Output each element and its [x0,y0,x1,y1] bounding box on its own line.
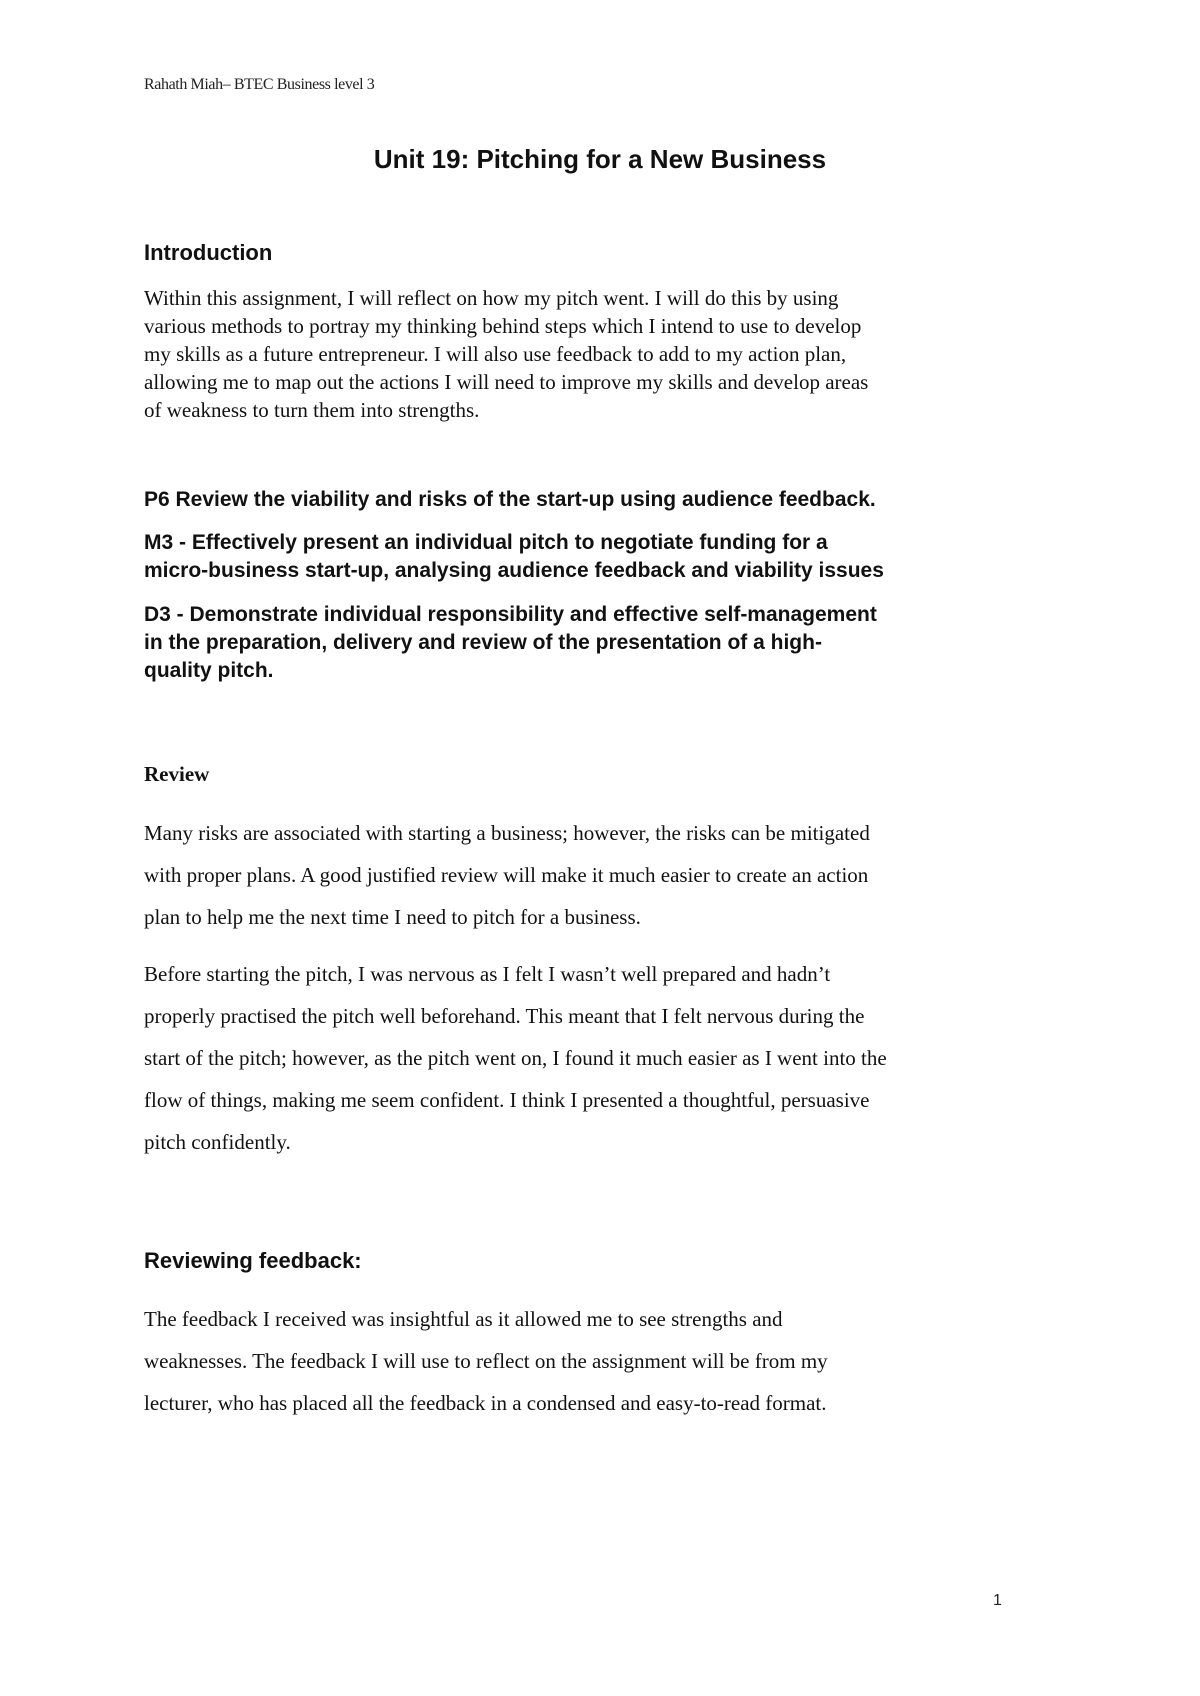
text-line: quality pitch. [144,659,274,682]
review-paragraph-2 [144,953,1044,1163]
document-title: Unit 19: Pitching for a New Business [373,144,827,174]
text-line: start of the pitch; however, as the pitch went on, I found it much easier as I went into the [144,1046,887,1070]
reviewing-feedback-paragraph [144,1298,1044,1424]
text-line: allowing me to map out the actions I will need to improve my skills and develop areas [144,370,869,394]
text-line: D3 - Demonstrate individual responsibility and effective self-management [144,603,877,626]
review-heading: Review [144,762,210,786]
text-line: M3 - Effectively present an individual pitch to negotiate funding for a [144,531,828,554]
page-number: 1 [993,1592,1002,1609]
criterion-p6 [144,486,1024,514]
text-line: P6 Review the viability and risks of the start-up using audience feedback. [144,488,876,511]
text-line: of weakness to turn them into strengths. [144,398,480,422]
text-line: The feedback I received was insightful as it allowed me to see strengths and [144,1307,783,1331]
introduction-paragraph [144,284,1044,424]
reviewing-feedback-heading: Reviewing feedback: [144,1248,362,1273]
text-line: lecturer, who has placed all the feedback in a condensed and easy-to-read format. [144,1391,827,1415]
text-line: in the preparation, delivery and review of the presentation of a high- [144,631,822,654]
text-line: flow of things, making me seem confident. I think I presented a thoughtful, persuasive [144,1088,870,1112]
text-line: plan to help me the next time I need to pitch for a business. [144,905,641,929]
text-line: Many risks are associated with starting a business; however, the risks can be mitigated [144,821,870,845]
review-paragraph-1 [144,812,1044,938]
criterion-d3 [144,601,1024,685]
introduction-heading: Introduction [144,240,273,265]
text-line: Within this assignment, I will reflect on how my pitch went. I will do this by using [144,286,839,310]
text-line: various methods to portray my thinking behind steps which I intend to use to develop [144,314,862,338]
text-line: properly practised the pitch well beforehand. This meant that I felt nervous during the [144,1004,865,1028]
criterion-m3 [144,529,1024,585]
text-line: micro-business start-up, analysing audience feedback and viability issues [144,559,884,582]
running-header: Rahath Miah– BTEC Business level 3 [144,76,375,93]
text-line: with proper plans. A good justified review will make it much easier to create an action [144,863,869,887]
text-line: Before starting the pitch, I was nervous as I felt I wasn’t well prepared and hadn’t [144,962,831,986]
text-line: pitch confidently. [144,1130,291,1154]
text-line: my skills as a future entrepreneur. I will also use feedback to add to my action plan, [144,342,847,366]
text-line: weaknesses. The feedback I will use to reflect on the assignment will be from my [144,1349,828,1373]
